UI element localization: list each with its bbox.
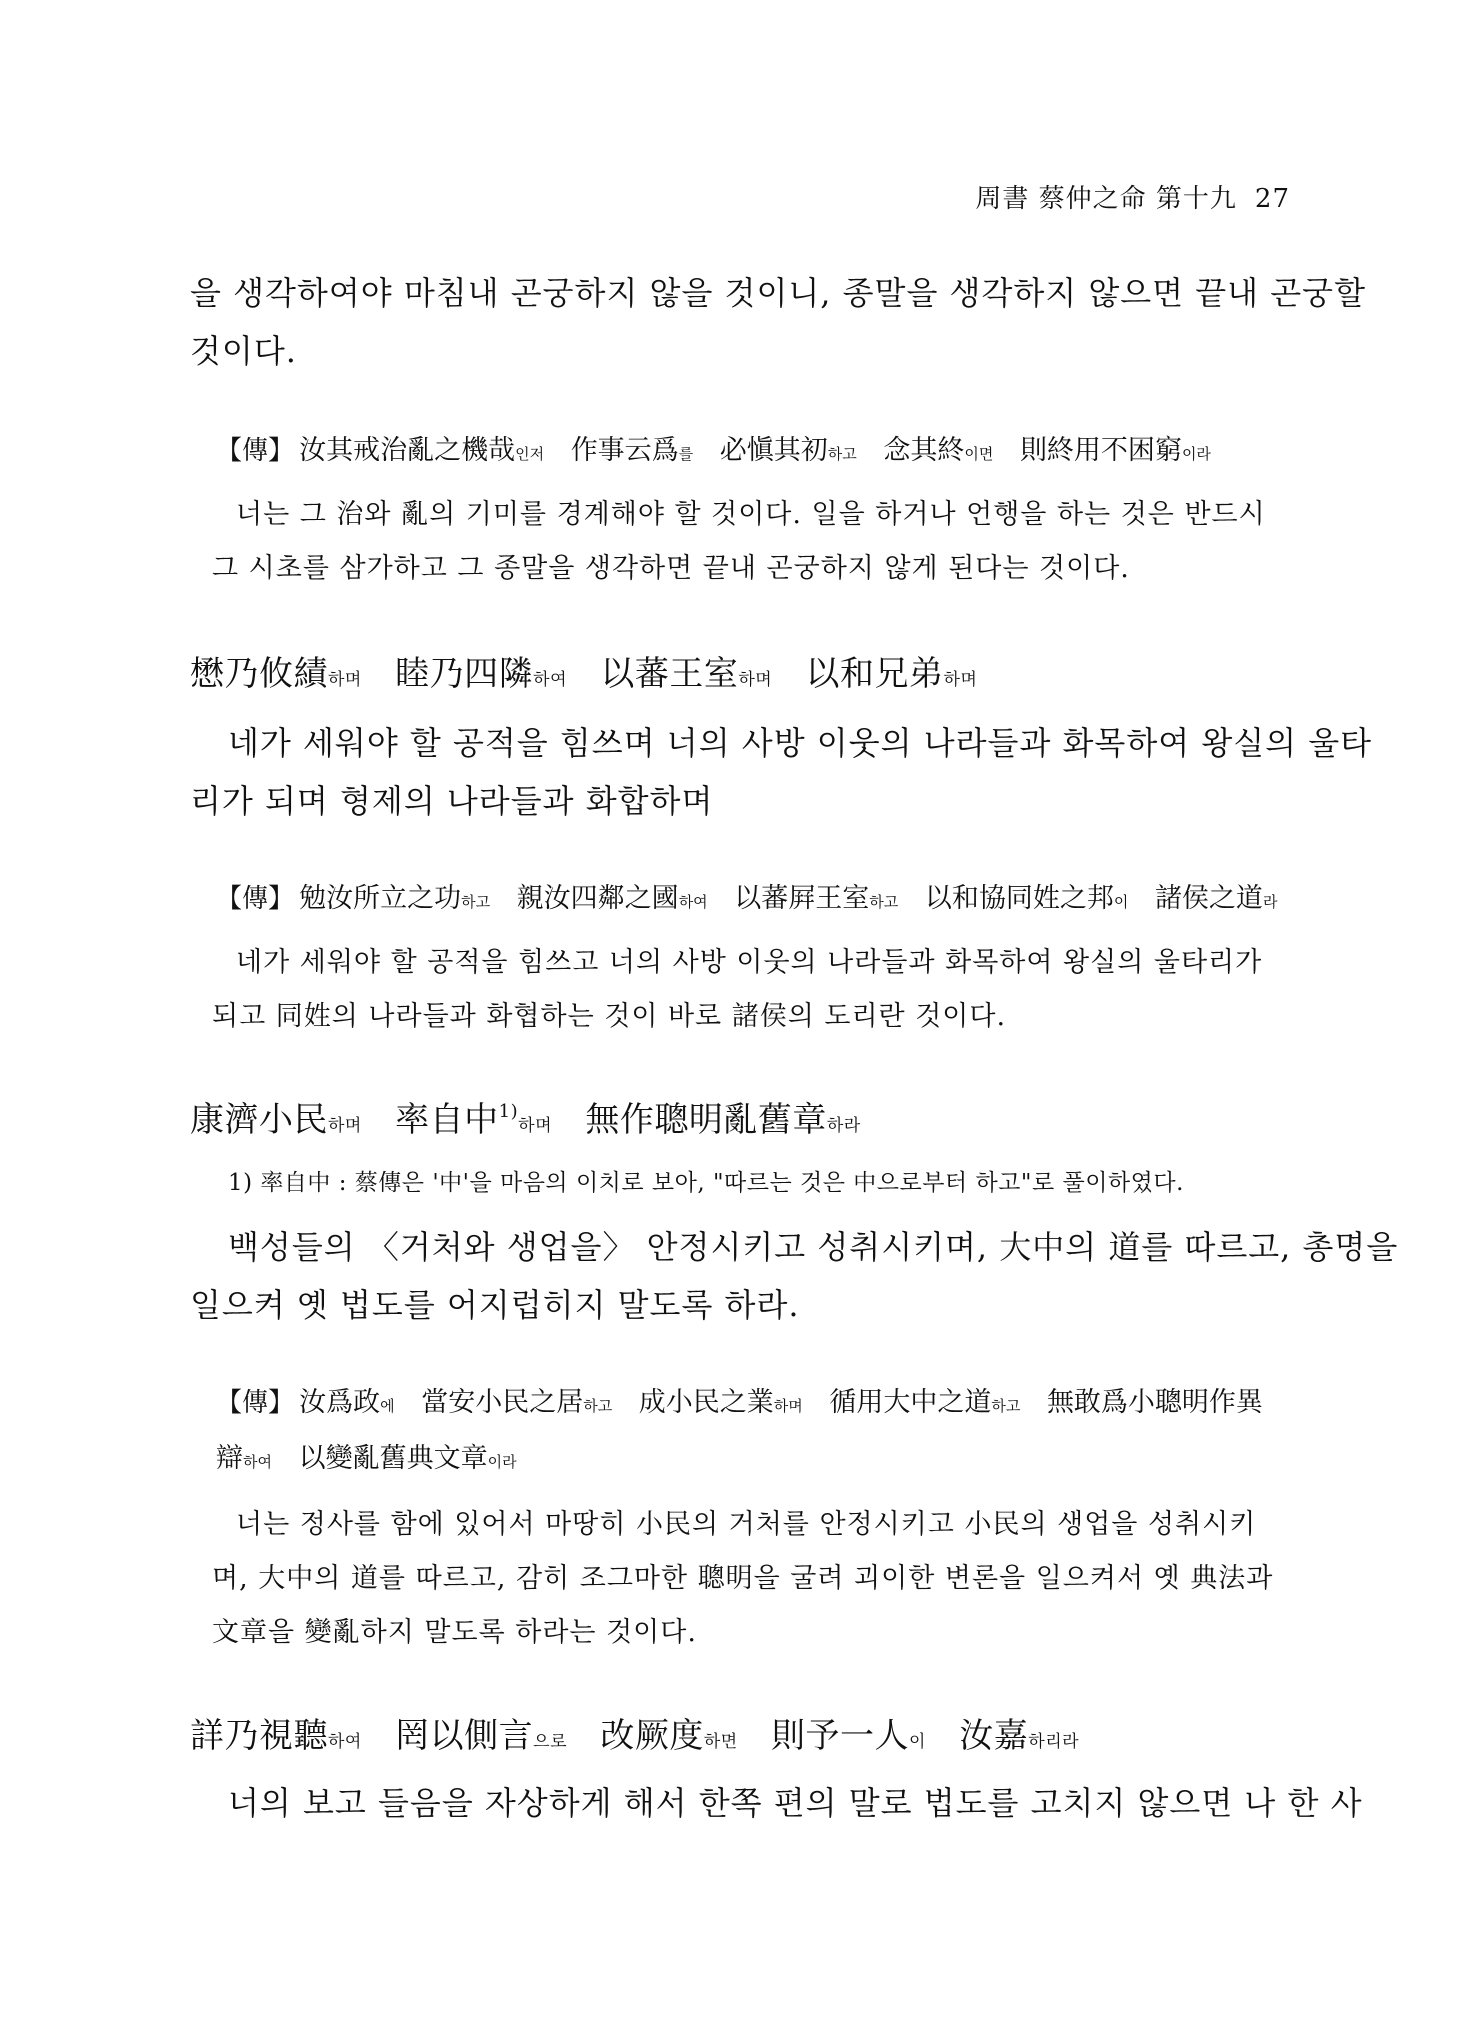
particle: 하고 (827, 445, 857, 463)
commentary-2-text (299, 883, 1295, 914)
commentary-tag: 【傳】 (216, 884, 295, 914)
continuation-line-2: 것이다. (190, 332, 297, 370)
classical-phrase: 詳乃視聽 (190, 1716, 328, 1756)
particle: 하며 (738, 670, 773, 690)
particle: 를 (678, 445, 694, 463)
commentary-3-translation-line-2: 며, 大中의 道를 따르고, 감히 조그마한 聰明을 굴려 괴이한 변론을 일으켜서 옛 典法과 (212, 1563, 1274, 1594)
classical-phrase: 則終用不困窮 (1019, 435, 1182, 466)
commentary-tag: 【傳】 (216, 1388, 295, 1418)
particle: 이면 (964, 445, 994, 463)
commentary-tag: 【傳】 (216, 436, 295, 466)
classical-phrase: 無敢爲小聰明作異 (1046, 1387, 1263, 1418)
classical-phrase: 諸侯之道 (1154, 883, 1263, 914)
particle: 으로 (533, 1732, 568, 1752)
classical-phrase: 作事云爲 (570, 435, 679, 466)
classical-phrase: 辯 (216, 1443, 243, 1474)
particle: 하고 (991, 1397, 1021, 1415)
page-number: 27 (1254, 184, 1290, 214)
classical-phrase: 以蕃王室 (600, 654, 739, 694)
running-head (975, 178, 1290, 215)
particle: 하리라 (1028, 1732, 1080, 1752)
particle: 하며 (943, 670, 978, 690)
particle: 하여 (533, 670, 568, 690)
classical-phrase: 念其終 (883, 435, 965, 466)
section-1-translation-line-2: 리가 되며 형제의 나라들과 화합하며 (190, 782, 714, 820)
commentary-1-translation-line-1: 너는 그 治와 亂의 기미를 경계해야 할 것이다. 일을 하거나 언행을 하는 것은 반드시 (236, 499, 1266, 530)
classical-phrase: 罔以側言 (395, 1716, 534, 1756)
particle: 하고 (461, 893, 491, 911)
classical-phrase: 當安小民之居 (421, 1387, 584, 1418)
commentary-2-source (216, 876, 1295, 915)
classical-phrase: 汝嘉 (959, 1716, 1029, 1756)
classical-phrase: 睦乃四隣 (395, 654, 534, 694)
section-1-translation-line-1: 네가 세워야 할 공적을 힘쓰며 너의 사방 이웃의 나라들과 화목하여 왕실의 울타 (228, 724, 1373, 762)
commentary-1-text (299, 435, 1229, 466)
particle: 이 (909, 1732, 926, 1752)
classical-phrase: 無作聰明亂舊章 (585, 1100, 827, 1140)
section-2-translation-line-2: 일으켜 옛 법도를 어지럽히지 말도록 하라. (190, 1286, 800, 1324)
classical-phrase: 以和協同姓之邦 (924, 883, 1114, 914)
commentary-3-translation-line-1: 너는 정사를 함에 있어서 마땅히 小民의 거처를 안정시키고 小民의 생업을 성취시키 (236, 1509, 1257, 1540)
classical-phrase: 汝爲政 (299, 1387, 381, 1418)
commentary-2-translation-line-2: 되고 同姓의 나라들과 화협하는 것이 바로 諸侯의 도리란 것이다. (212, 1001, 1007, 1032)
particle: 하여 (678, 893, 708, 911)
particle: 라 (1262, 893, 1278, 911)
particle: 하며 (328, 1116, 362, 1136)
classical-phrase: 勉汝所立之功 (299, 883, 462, 914)
particle: 에 (380, 1397, 395, 1415)
footnote-marker: 1) (498, 1101, 519, 1122)
classical-phrase: 成小民之業 (638, 1387, 774, 1418)
particle: 인저 (515, 445, 545, 463)
classical-phrase: 汝其戒治亂之機哉 (299, 435, 516, 466)
section-2-classical-text (190, 1092, 883, 1141)
particle: 하고 (583, 1397, 613, 1415)
classical-phrase: 改厥度 (600, 1716, 704, 1756)
classical-phrase: 以變亂舊典文章 (298, 1443, 488, 1474)
particle: 이라 (1181, 445, 1211, 463)
commentary-3-text (299, 1387, 1263, 1418)
running-head-title: 周書 蔡仲之命 第十九 (975, 184, 1237, 214)
particle: 하며 (328, 670, 362, 690)
commentary-3-source-line-2 (216, 1436, 535, 1475)
particle: 하여 (243, 1453, 272, 1471)
section-3-translation-line-1: 너의 보고 들음을 자상하게 해서 한쪽 편의 말로 법도를 고치지 않으면 나 한 사 (228, 1784, 1363, 1822)
particle: 이 (1113, 893, 1129, 911)
footnote-1: 1) 率自中 : 蔡傳은 '中'을 마음의 이치로 보아, "따르는 것은 中으로부터 하고"로 풀이하였다. (228, 1170, 1184, 1196)
classical-phrase: 懋乃攸績 (190, 654, 328, 694)
classical-phrase: 親汝四鄰之國 (516, 883, 679, 914)
continuation-line-1: 을 생각하여야 마침내 곤궁하지 않을 것이니, 종말을 생각하지 않으면 끝내 곤궁할 (190, 274, 1366, 312)
commentary-3-translation-line-3: 文章을 變亂하지 말도록 하라는 것이다. (212, 1617, 697, 1648)
classical-phrase: 康濟小民 (190, 1100, 328, 1140)
particle: 하라 (826, 1116, 861, 1136)
classical-phrase: 必愼其初 (719, 435, 828, 466)
particle: 하며 (773, 1397, 803, 1415)
classical-phrase: 率自中 (395, 1100, 499, 1140)
commentary-2-translation-line-1: 네가 세워야 할 공적을 힘쓰고 너의 사방 이웃의 나라들과 화목하여 왕실의 울타리가 (236, 947, 1263, 978)
commentary-3-source-line-1 (216, 1380, 1263, 1419)
particle: 하며 (518, 1116, 553, 1136)
section-2-translation-line-1: 백성들의 〈거처와 생업을〉 안정시키고 성취시키며, 大中의 道를 따르고, 총명을 (228, 1228, 1399, 1266)
classical-phrase: 以和兄弟 (805, 654, 944, 694)
particle: 하여 (328, 1732, 362, 1752)
commentary-1-source (216, 428, 1229, 467)
section-1-classical-text (190, 646, 999, 695)
classical-phrase: 以蕃屛王室 (734, 883, 870, 914)
particle: 하고 (869, 893, 899, 911)
particle: 하면 (703, 1732, 738, 1752)
commentary-1-translation-line-2: 그 시초를 삼가하고 그 종말을 생각하면 끝내 곤궁하지 않게 된다는 것이다. (212, 553, 1130, 584)
classical-phrase: 循用大中之道 (829, 1387, 992, 1418)
section-3-classical-text (190, 1708, 1101, 1757)
particle: 이라 (487, 1453, 517, 1471)
classical-phrase: 則予一人 (771, 1716, 910, 1756)
